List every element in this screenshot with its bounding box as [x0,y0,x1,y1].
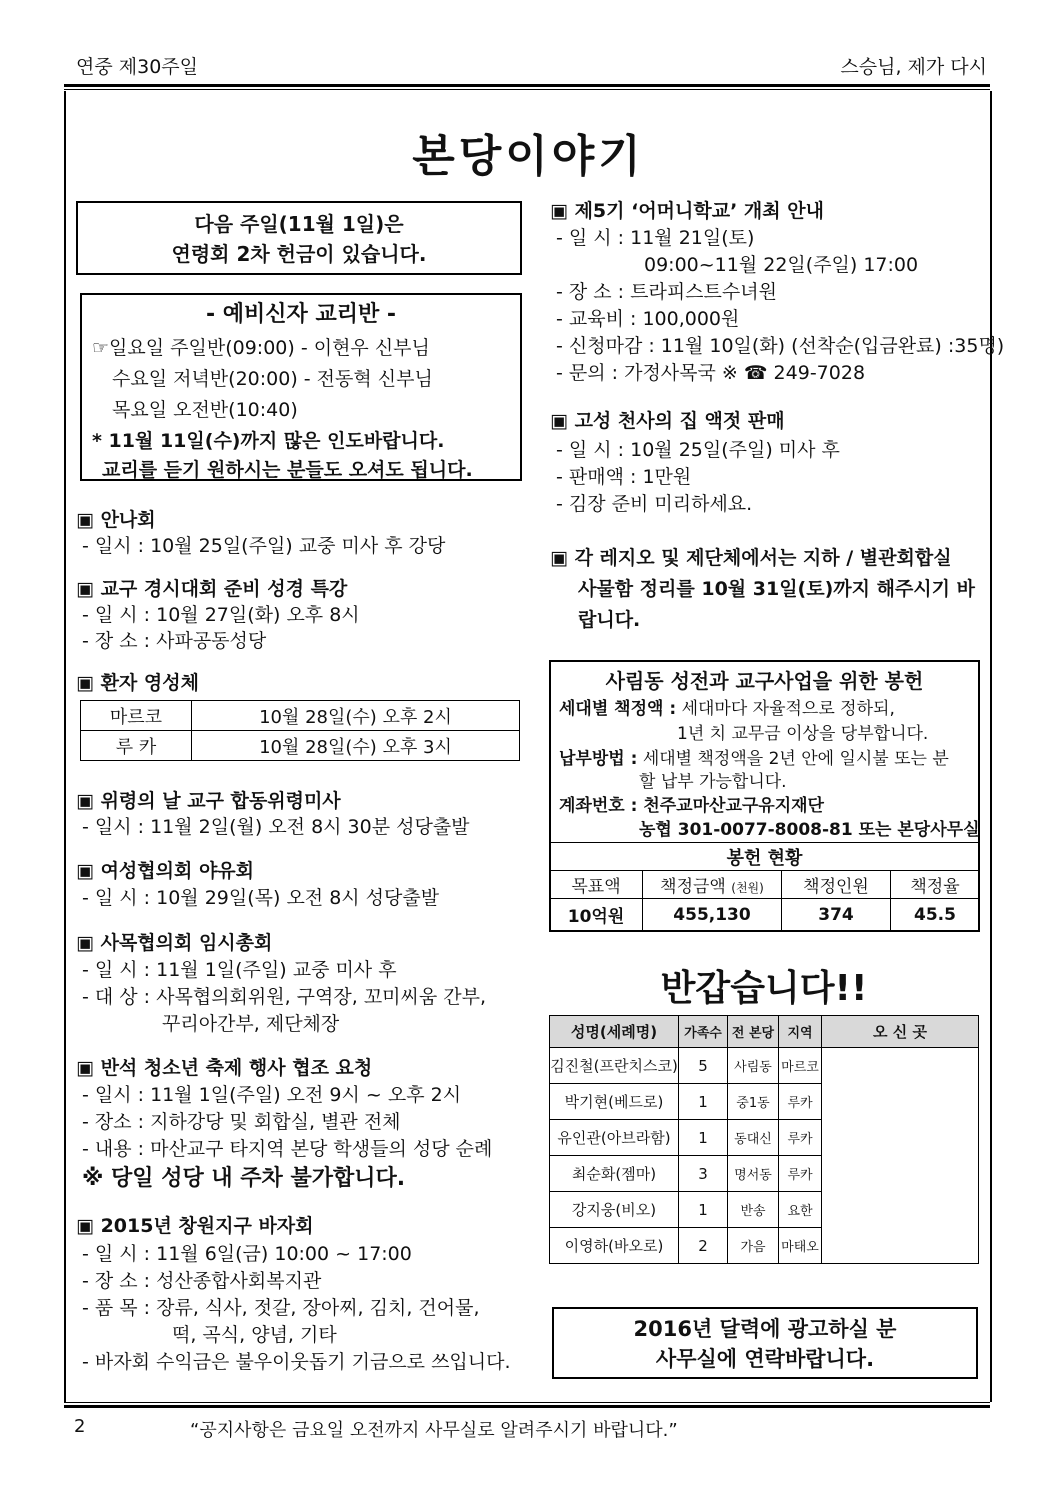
welcome-address [822,1048,979,1264]
section-title: ▣ 환자 영성체 [76,672,199,694]
section-line: - 장 소 : 성산종합사회복지관 [82,1270,322,1292]
welcome-fam: 3 [679,1156,728,1192]
section-title: ▣ 각 레지오 및 제단체에서는 지하 / 별관회합실 [550,547,952,569]
donation-label: 세대별 책정액 : [559,699,677,719]
welcome-title: 반갑습니다!! [660,968,868,1009]
parking-warning: ※ 당일 성당 내 주차 불가합니다. [82,1166,406,1191]
section-title: ▣ 안나회 [76,509,156,531]
ad-line1: 2016년 달력에 광고하실 분 [633,1317,897,1341]
page-title: 본당이야기 [412,131,645,182]
donation-account: 농협 301-0077-8008-81 또는 본당사무실 [639,820,980,840]
section-line: - 일 시 : 10월 29일(목) 오전 8시 성당출발 [82,887,440,909]
welcome-fam: 5 [679,1048,728,1084]
sick-time: 10월 28일(수) 오후 2시 [192,701,520,731]
welcome-area: 루카 [779,1120,822,1156]
section-line: - 신청마감 : 11월 10일(화) (선착순(입금완료) :35명) [556,335,1005,357]
welcome-area: 마태오 [779,1228,822,1264]
section-line: - 일 시 : 10월 27일(화) 오후 8시 [82,604,360,626]
welcome-prev: 명서동 [728,1156,779,1192]
status-header: 책정금액 [660,877,726,897]
table-row [81,731,520,761]
section-line: - 일시 : 11월 2일(월) 오전 8시 30분 성당출발 [82,816,470,838]
welcome-prev: 반송 [728,1192,779,1228]
status-header: 책정인원 [782,871,891,899]
section-title: ▣ 위령의 날 교구 합동위령미사 [76,790,341,812]
section-line: - 장 소 : 사파공동성당 [82,630,267,652]
section-title: ▣ 사목협의회 임시총회 [76,932,273,954]
section-title: ▣ 반석 청소년 축제 행사 협조 요청 [76,1057,373,1079]
table-row [550,899,980,931]
sick-name: 루 카 [81,731,192,761]
section-title: ▣ 고성 천사의 집 액젓 판매 [550,410,785,432]
section-title: ▣ 여성협의회 야유회 [76,860,255,882]
welcome-header: 성명(세례명) [550,1016,679,1048]
table-row [550,1048,979,1084]
donation-text: 세대별 책정액을 2년 안에 일시불 또는 분 [642,749,949,769]
welcome-header: 전 본당 [728,1016,779,1048]
table-row [550,871,980,899]
welcome-fam: 1 [679,1120,728,1156]
welcome-prev: 사림동 [728,1048,779,1084]
header-left: 연중 제30주일 [76,56,198,78]
top-rule [64,84,990,90]
donation-text: 할 납부 가능합니다. [639,772,787,792]
welcome-area: 루카 [779,1156,822,1192]
catechumen-line: 목요일 오전반(10:40) [112,399,298,421]
section-line: - 일 시 : 10월 25일(주일) 미사 후 [556,439,840,461]
catechumen-note: 교리를 듣기 원하시는 분들도 오셔도 됩니다. [102,459,473,481]
catechumen-note: * 11월 11일(수)까지 많은 인도바랍니다. [92,430,445,452]
section-line: - 장 소 : 트라피스트수녀원 [556,281,777,303]
section-line: 09:00~11월 22일(주일) 17:00 [644,254,919,276]
status-unit: (천원) [731,881,764,895]
donation-text: 천주교마산교구유지재단 [643,796,824,816]
welcome-area: 마르코 [779,1048,822,1084]
welcome-name: 강지웅(비오) [550,1192,679,1228]
section-line: - 문의 : 가정사목국 ※ ☎ 249-7028 [556,362,866,384]
status-header: 목표액 [550,871,643,899]
welcome-prev: 가음 [728,1228,779,1264]
welcome-name: 유인관(아브라함) [550,1120,679,1156]
table-row [81,701,520,731]
catechumen-box [80,293,522,481]
table-row [550,1016,979,1048]
status-title: 봉헌 현황 [550,843,980,871]
bottom-rule [64,1402,990,1408]
welcome-fam: 2 [679,1228,728,1264]
section-title: ▣ 2015년 창원지구 바자회 [76,1215,314,1237]
section-line: 랍니다. [578,609,641,631]
welcome-name: 박기현(베드로) [550,1084,679,1120]
section-line: - 품 목 : 장류, 식사, 젓갈, 장아찌, 김치, 건어물, [82,1297,480,1319]
notice-box [76,201,522,275]
welcome-header: 오 신 곳 [822,1016,979,1048]
ad-line2: 사무실에 연락바랍니다. [655,1347,875,1371]
donation-label: 계좌번호 : [559,796,638,816]
section-title: ▣ 제5기 ‘어머니학교’ 개최 안내 [550,200,824,222]
section-line: - 대 상 : 사목협의회위원, 구역장, 꼬미씨움 간부, [82,986,487,1008]
catechumen-title: - 예비신자 교리반 - [205,302,396,327]
notice-line2: 연령회 2차 헌금이 있습니다. [171,242,427,266]
donation-text: 세대마다 자율적으로 정하되, [681,699,895,719]
page-number: 2 [74,1416,86,1437]
status-value: 455,130 [643,899,782,931]
section-line: 떡, 곡식, 양념, 기타 [172,1324,337,1346]
status-value: 10억원 [550,899,643,931]
welcome-prev: 동대신 [728,1120,779,1156]
status-value: 374 [782,899,891,931]
section-line: 사물함 정리를 10월 31일(토)까지 해주시기 바 [578,578,975,600]
welcome-name: 이영하(바오로) [550,1228,679,1264]
welcome-area: 요한 [779,1192,822,1228]
header-right: 스승님, 제가 다시 [840,56,987,78]
welcome-fam: 1 [679,1192,728,1228]
ad-box [552,1307,978,1379]
catechumen-line: ☞일요일 주일반(09:00) - 이현우 신부님 [92,337,430,359]
section-line: - 일 시 : 11월 6일(금) 10:00 ~ 17:00 [82,1243,412,1265]
section-title: ▣ 교구 경시대회 준비 성경 특강 [76,578,348,600]
donation-label: 납부방법 : [559,749,638,769]
welcome-table [549,1015,979,1264]
section-line: - 일시 : 11월 1일(주일) 오전 9시 ~ 오후 2시 [82,1084,462,1106]
donation-status-table [549,842,980,931]
welcome-name: 김진철(프란치스코) [550,1048,679,1084]
welcome-prev: 중1동 [728,1084,779,1120]
section-line: - 일시 : 10월 25일(주일) 교중 미사 후 강당 [82,535,446,557]
welcome-header: 지역 [779,1016,822,1048]
section-line: - 판매액 : 1만원 [556,466,692,488]
section-line: - 교육비 : 100,000원 [556,308,740,330]
welcome-area: 루카 [779,1084,822,1120]
section-line: - 내용 : 마산교구 타지역 본당 학생들의 성당 순례 [82,1138,493,1160]
section-line: - 일 시 : 11월 1일(주일) 교중 미사 후 [82,959,397,981]
sick-table [80,700,520,761]
welcome-fam: 1 [679,1084,728,1120]
sick-time: 10월 28일(수) 오후 3시 [192,731,520,761]
footer-text: “공지사항은 금요일 오전까지 사무실로 알려주시기 바랍니다.” [190,1420,678,1441]
status-value: 45.5 [891,899,980,931]
welcome-header: 가족수 [679,1016,728,1048]
section-line: - 김장 준비 미리하세요. [556,493,753,515]
donation-title: 사림동 성전과 교구사업을 위한 봉헌 [605,669,924,693]
welcome-name: 최순화(젬마) [550,1156,679,1192]
section-line: 꾸리아간부, 제단체장 [162,1013,340,1035]
section-line: - 장소 : 지하강당 및 회합실, 별관 전체 [82,1111,401,1133]
section-line: - 일 시 : 11월 21일(토) [556,227,755,249]
status-header: 책정율 [891,871,980,899]
notice-line1: 다음 주일(11월 1일)은 [194,212,404,236]
catechumen-line: 수요일 저녁반(20:00) - 전동혁 신부님 [112,368,433,390]
donation-text: 1년 치 교무금 이상을 당부합니다. [677,724,929,744]
donation-box [549,660,980,932]
section-line: - 바자회 수익금은 불우이웃돕기 기금으로 쓰입니다. [82,1351,511,1373]
sick-name: 마르코 [81,701,192,731]
